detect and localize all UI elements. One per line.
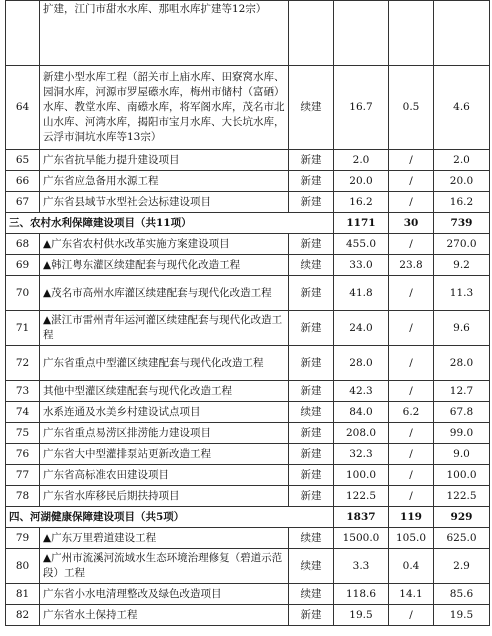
total-cell: 3.3 — [334, 549, 389, 584]
total-cell: 84.0 — [334, 402, 389, 423]
done-cell: / — [389, 346, 434, 381]
table-row — [6, 528, 490, 549]
plan-cell: 11.3 — [434, 276, 490, 311]
kind-cell: 新建 — [289, 192, 334, 213]
kind-cell: 新建 — [289, 171, 334, 192]
plan-cell: 2.0 — [434, 150, 490, 171]
project-name-cell: 广东省高标准农田建设项目 — [40, 465, 289, 486]
table-row — [6, 346, 490, 381]
row-number-cell: 77 — [6, 465, 40, 486]
total-cell — [334, 1, 389, 66]
plan-cell: 20.0 — [434, 171, 490, 192]
plan-cell: 625.0 — [434, 528, 490, 549]
kind-cell: 新建 — [289, 150, 334, 171]
done-cell: 6.2 — [389, 402, 434, 423]
total-cell: 2.0 — [334, 150, 389, 171]
row-number-cell: 70 — [6, 276, 40, 311]
total-cell: 16.2 — [334, 192, 389, 213]
plan-cell: 739 — [434, 213, 490, 234]
project-name-cell: 扩建，江门市甜水水库、那咀水库扩建等12宗） — [40, 1, 289, 66]
table-row — [6, 66, 490, 150]
row-number-cell: 71 — [6, 311, 40, 346]
row-number-cell: 69 — [6, 255, 40, 276]
table-row — [6, 486, 490, 507]
row-number-cell: 76 — [6, 444, 40, 465]
kind-cell: 新建 — [289, 465, 334, 486]
row-number-cell: 64 — [6, 66, 40, 150]
plan-cell: 99.0 — [434, 423, 490, 444]
total-cell: 118.6 — [334, 584, 389, 605]
total-cell: 208.0 — [334, 423, 389, 444]
done-cell: / — [389, 605, 434, 626]
plan-cell: 929 — [434, 507, 490, 528]
table-row — [6, 444, 490, 465]
table-row — [6, 276, 490, 311]
done-cell: / — [389, 234, 434, 255]
kind-cell: 新建 — [289, 276, 334, 311]
section-row — [6, 213, 490, 234]
table-row — [6, 192, 490, 213]
done-cell: / — [389, 150, 434, 171]
project-name-cell: ▲茂名市高州水库灌区续建配套与现代化改造工程 — [40, 276, 289, 311]
project-name-cell: 广东省应急备用水源工程 — [40, 171, 289, 192]
project-name-cell: 广东省抗旱能力提升建设项目 — [40, 150, 289, 171]
section-title: 四、河湖健康保障建设项目（共5项） — [6, 507, 334, 528]
total-cell: 19.5 — [334, 605, 389, 626]
plan-cell: 9.0 — [434, 444, 490, 465]
plan-cell: 270.0 — [434, 234, 490, 255]
row-number-cell: 75 — [6, 423, 40, 444]
project-name-cell: 广东省水土保持工程 — [40, 605, 289, 626]
table-row — [6, 150, 490, 171]
done-cell: 30 — [389, 213, 434, 234]
total-cell: 16.7 — [334, 66, 389, 150]
project-name-cell: 广东省县域节水型社会达标建设项目 — [40, 192, 289, 213]
total-cell: 100.0 — [334, 465, 389, 486]
done-cell: / — [389, 423, 434, 444]
total-cell: 41.8 — [334, 276, 389, 311]
done-cell: / — [389, 444, 434, 465]
done-cell: / — [389, 311, 434, 346]
plan-cell: 100.0 — [434, 465, 490, 486]
project-name-cell: 新建小型水库工程（韶关市上庙水库、田寮窝水库、园洞水库，河源市罗屋礤水库，梅州市储村（富硒）水库、教堂水库、南礤水库，将军阁水库，茂名市北山水库、河湾水库，揭阳市宝月水库、大长坑水库，云浮市洞坑水库等13宗） — [40, 66, 289, 150]
project-name-cell: 水系连通及水美乡村建设试点项目 — [40, 402, 289, 423]
row-number-cell: 81 — [6, 584, 40, 605]
kind-cell: 新建 — [289, 381, 334, 402]
project-name-cell: 广东省水库移民后期扶持项目 — [40, 486, 289, 507]
row-number-cell: 73 — [6, 381, 40, 402]
plan-cell: 28.0 — [434, 346, 490, 381]
plan-cell: 12.7 — [434, 381, 490, 402]
table-row — [6, 255, 490, 276]
plan-cell — [434, 1, 490, 66]
plan-cell: 122.5 — [434, 486, 490, 507]
table-row — [6, 465, 490, 486]
table-row-continued — [6, 1, 490, 66]
project-name-cell: 广东省重点易涝区排涝能力建设项目 — [40, 423, 289, 444]
row-number-cell: 74 — [6, 402, 40, 423]
table-row — [6, 605, 490, 626]
kind-cell: 续建 — [289, 255, 334, 276]
plan-cell: 16.2 — [434, 192, 490, 213]
done-cell: / — [389, 381, 434, 402]
table-row — [6, 423, 490, 444]
row-number-cell: 78 — [6, 486, 40, 507]
done-cell: 119 — [389, 507, 434, 528]
table-row — [6, 311, 490, 346]
plan-cell: 9.2 — [434, 255, 490, 276]
plan-cell: 2.9 — [434, 549, 490, 584]
section-title: 三、农村水利保障建设项目（共11项） — [6, 213, 334, 234]
row-number-cell: 67 — [6, 192, 40, 213]
project-name-cell: 广东省重点中型灌区续建配套与现代化改造工程 — [40, 346, 289, 381]
row-number-cell: 65 — [6, 150, 40, 171]
table-row — [6, 584, 490, 605]
kind-cell: 续建 — [289, 584, 334, 605]
row-number-cell: 79 — [6, 528, 40, 549]
row-number-cell — [6, 1, 40, 66]
total-cell: 1500.0 — [334, 528, 389, 549]
total-cell: 20.0 — [334, 171, 389, 192]
done-cell: / — [389, 192, 434, 213]
total-cell: 28.0 — [334, 346, 389, 381]
total-cell: 24.0 — [334, 311, 389, 346]
row-number-cell: 66 — [6, 171, 40, 192]
project-name-cell: ▲湛江市雷州青年运河灌区续建配套与现代化改造工程 — [40, 311, 289, 346]
done-cell: 23.8 — [389, 255, 434, 276]
total-cell: 32.3 — [334, 444, 389, 465]
row-number-cell: 68 — [6, 234, 40, 255]
table-row — [6, 381, 490, 402]
project-table — [5, 0, 490, 626]
kind-cell: 新建 — [289, 311, 334, 346]
total-cell: 122.5 — [334, 486, 389, 507]
project-name-cell: ▲韩江粤东灌区续建配套与现代化改造工程 — [40, 255, 289, 276]
row-number-cell: 80 — [6, 549, 40, 584]
kind-cell: 续建 — [289, 402, 334, 423]
project-name-cell: ▲广东万里碧道建设工程 — [40, 528, 289, 549]
project-name-cell: ▲广东省农村供水改革实施方案建设项目 — [40, 234, 289, 255]
kind-cell: 续建 — [289, 528, 334, 549]
done-cell: 105.0 — [389, 528, 434, 549]
row-number-cell: 72 — [6, 346, 40, 381]
total-cell: 33.0 — [334, 255, 389, 276]
project-name-cell: 广东省大中型灌排泵站更新改造工程 — [40, 444, 289, 465]
done-cell: / — [389, 171, 434, 192]
total-cell: 42.3 — [334, 381, 389, 402]
kind-cell: 续建 — [289, 66, 334, 150]
done-cell: 0.4 — [389, 549, 434, 584]
row-number-cell: 82 — [6, 605, 40, 626]
plan-cell: 4.6 — [434, 66, 490, 150]
plan-cell: 67.8 — [434, 402, 490, 423]
done-cell — [389, 1, 434, 66]
kind-cell: 续建 — [289, 549, 334, 584]
done-cell: / — [389, 486, 434, 507]
done-cell: / — [389, 276, 434, 311]
done-cell: / — [389, 465, 434, 486]
done-cell: 0.5 — [389, 66, 434, 150]
table-row — [6, 171, 490, 192]
total-cell: 1837 — [334, 507, 389, 528]
table-row — [6, 234, 490, 255]
kind-cell: 新建 — [289, 486, 334, 507]
done-cell: 14.1 — [389, 584, 434, 605]
project-name-cell: 广东省小水电清理整改及绿色改造项目 — [40, 584, 289, 605]
total-cell: 455.0 — [334, 234, 389, 255]
plan-cell: 19.5 — [434, 605, 490, 626]
table-row — [6, 549, 490, 584]
kind-cell — [289, 1, 334, 66]
kind-cell: 新建 — [289, 605, 334, 626]
project-name-cell: ▲广州市流溪河流域水生态环境治理修复（碧道示范段）工程 — [40, 549, 289, 584]
project-name-cell: 其他中型灌区续建配套与现代化改造工程 — [40, 381, 289, 402]
plan-cell: 9.6 — [434, 311, 490, 346]
total-cell: 1171 — [334, 213, 389, 234]
plan-cell: 85.6 — [434, 584, 490, 605]
kind-cell: 新建 — [289, 423, 334, 444]
kind-cell: 新建 — [289, 234, 334, 255]
kind-cell: 新建 — [289, 346, 334, 381]
kind-cell: 新建 — [289, 444, 334, 465]
section-row — [6, 507, 490, 528]
table-row — [6, 402, 490, 423]
